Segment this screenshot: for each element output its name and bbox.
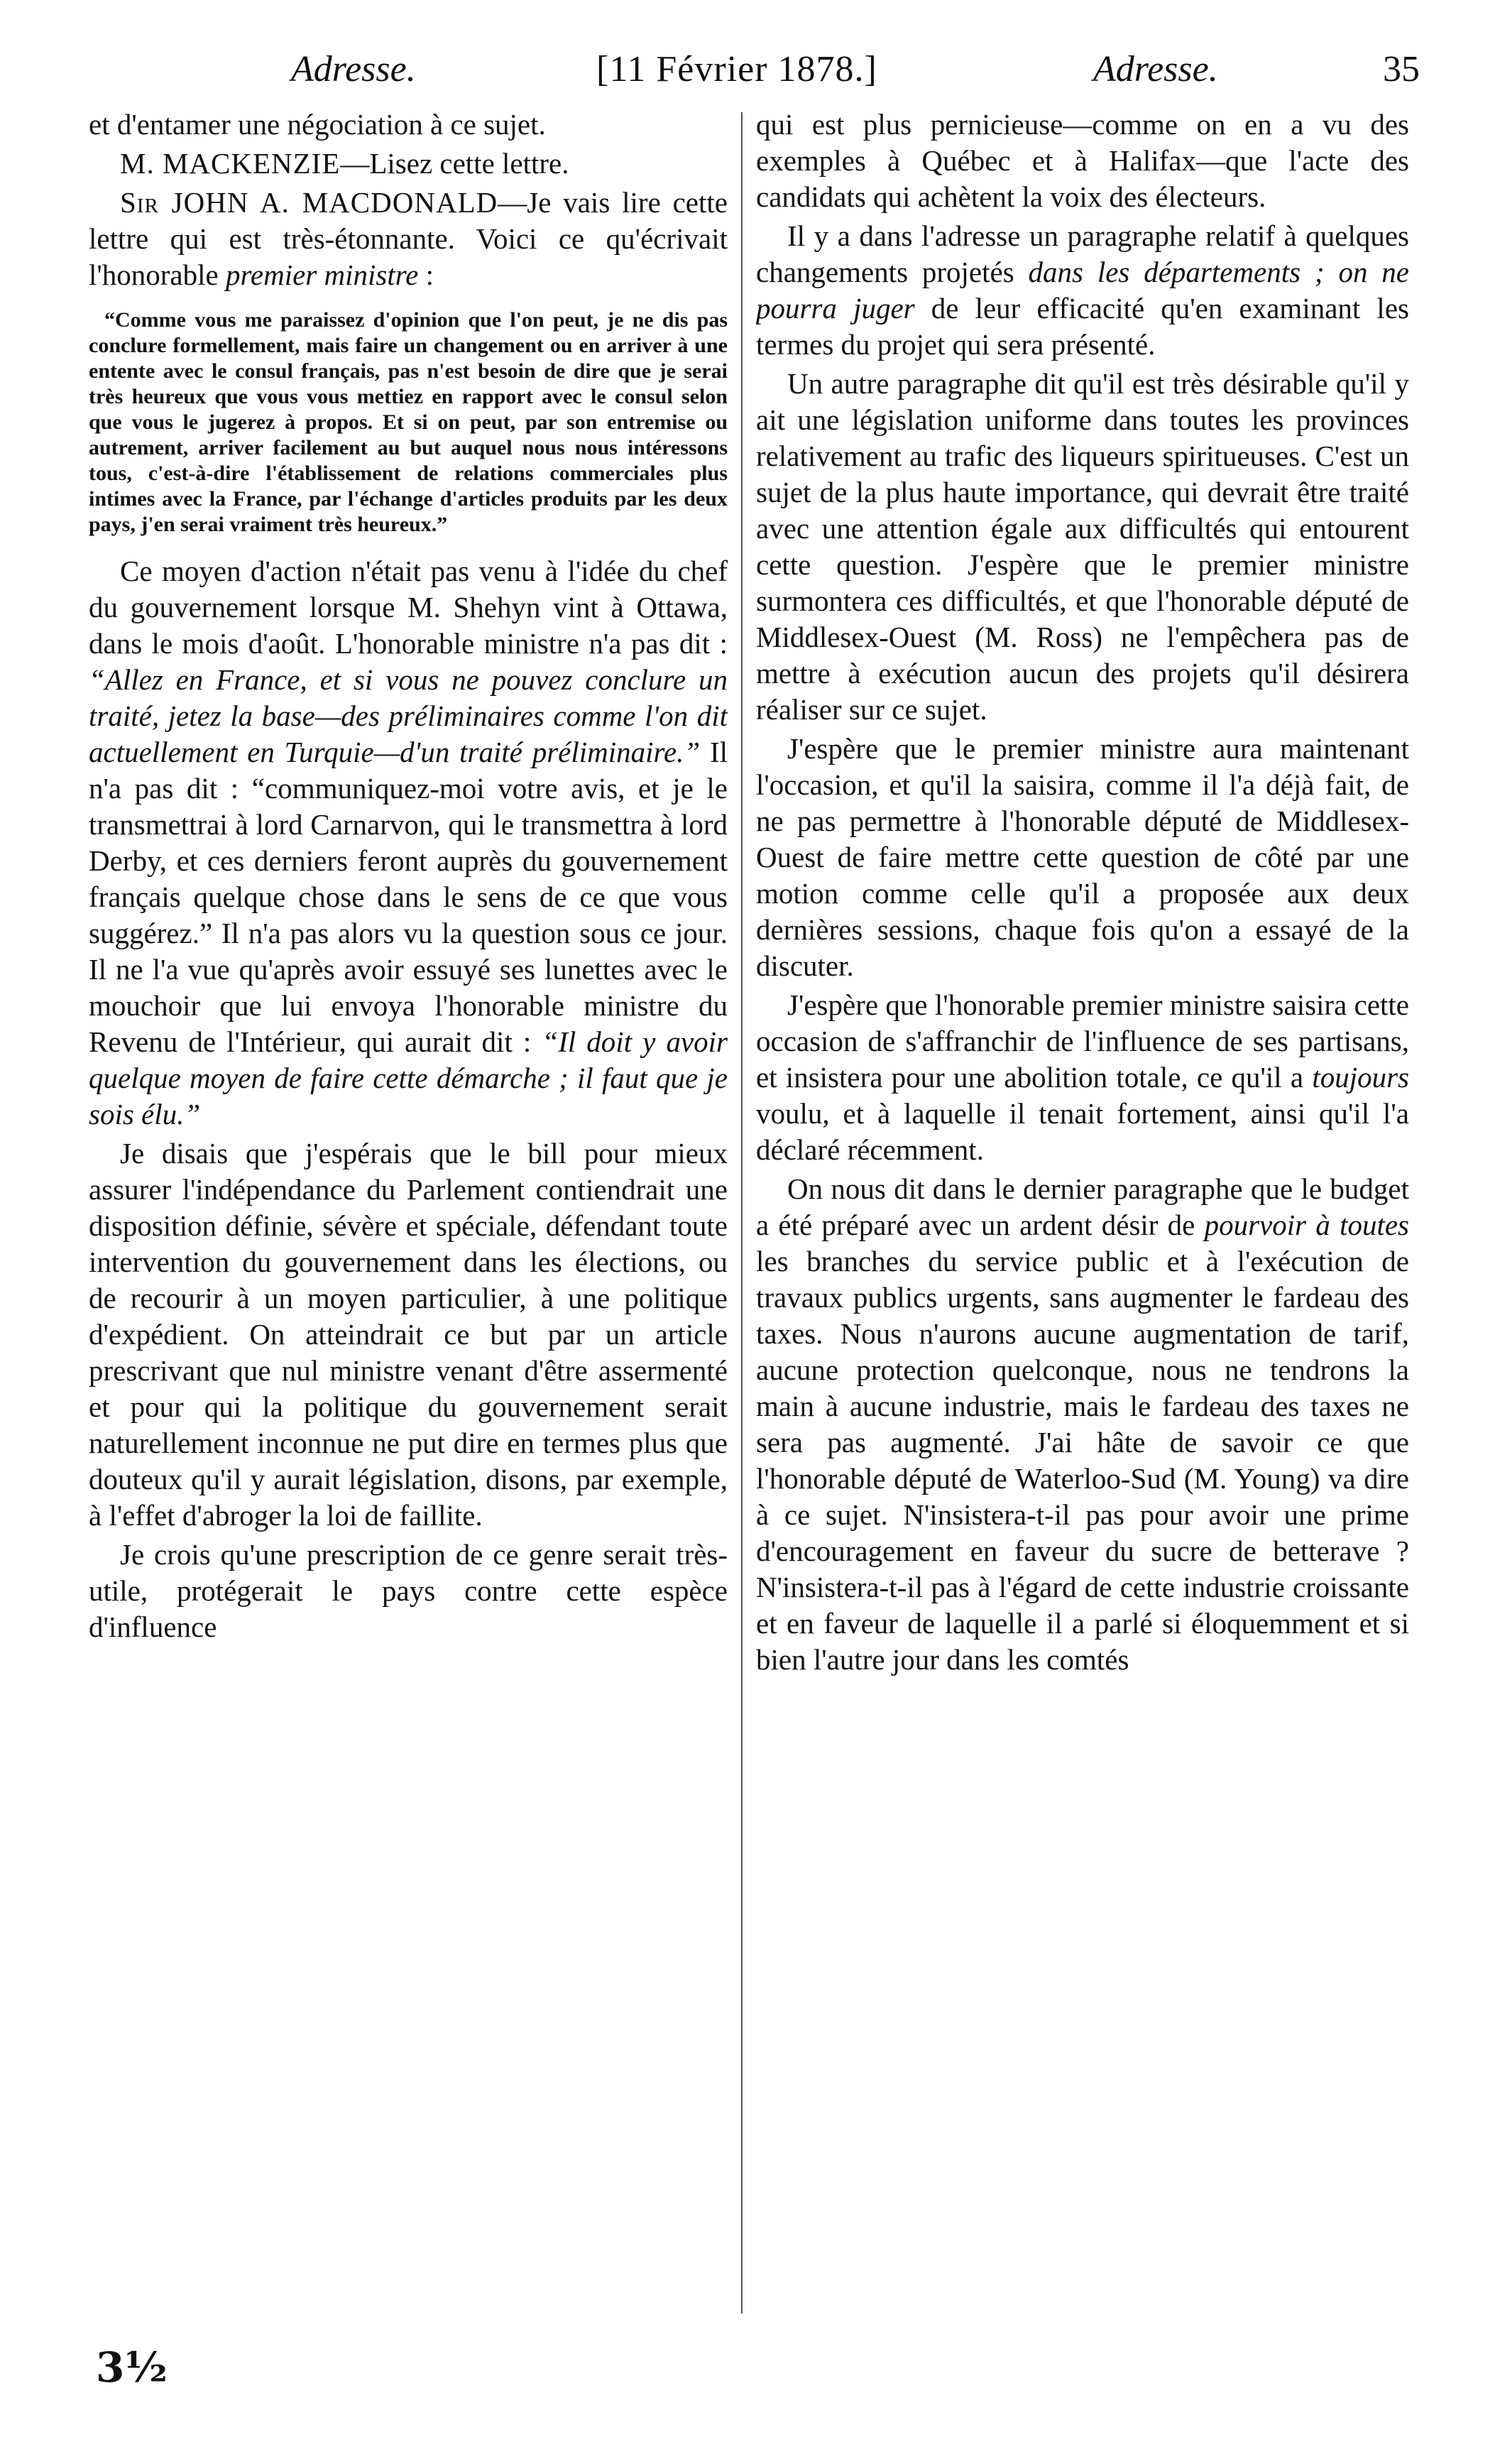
right-column [756, 107, 1409, 2322]
paragraph: J'espère que le premier ministre aura maintenant l'occasion, et qu'il la saisira, comme il l'a déjà fait, de ne pas permettre à l'honorable député de Middlesex-Ouest de faire mettre cette question de côté par une motion comme celle qu'il a proposée aux deux dernières sessions, chaque fois qu'on a essayé de la discuter. [756, 732, 1409, 982]
paragraph: Sir JOHN A. MACDONALD—Je vais lire cette lettre qui est très-étonnante. Voici ce qu'écrivait l'honorable premier ministre : [89, 186, 728, 291]
paragraph: Ce moyen d'action n'était pas venu à l'idée du chef du gouvernement lorsque M. Shehyn vint à Ottawa, dans le mois d'août. L'honorable ministre n'a pas dit : “Allez en France, et si vous ne pouvez conclure un traité, jetez la base—des préliminaires comme l'on dit actuellement en Turquie—d'un traité préliminaire.” Il n'a pas dit : “communiquez-moi votre avis, et je le transmettrai à lord Carnarvon, qui le transmettra à lord Derby, et ces derniers feront auprès du gouvernement français quelque chose dans le sens de ce que vous suggérez.” Il n'a pas alors vu la question sous ce jour. Il ne l'a vue qu'après avoir essuyé ses lunettes avec le mouchoir que lui envoya l'honorable ministre du Revenu de l'Intérieur, qui aurait dit : “Il doit y avoir quelque moyen de faire cette démarche ; il faut que je sois élu.” [89, 555, 728, 1130]
left-column [89, 107, 728, 2322]
paragraph: M. MACKENZIE—Lisez cette lettre. [120, 147, 569, 180]
paragraph: Un autre paragraphe dit qu'il est très désirable qu'il y ait une législation uniforme dans toutes les provinces relativement au trafic des liqueurs spiritueuses. C'est un sujet de la plus haute importance, qui devrait être traité avec une attention égale aux difficultés qui entourent cette question. J'espère que le premier ministre surmontera ces difficultés, et que l'honorable député de Middlesex-Ouest (M. Ross) ne l'empêchera pas de mettre à exécution aucun des projets qu'il désirera réaliser sur ce sujet. [756, 367, 1409, 726]
header-right-title: Adresse. [1093, 49, 1218, 89]
page-number: 35 [1383, 49, 1420, 89]
column-divider [741, 112, 743, 2313]
speaker-name: M. MACKENZIE [120, 147, 341, 180]
paragraph: Je disais que j'espérais que le bill pour mieux assurer l'indépendance du Parlement contiendrait une disposition définie, sévère et spéciale, défendant toute intervention du gouvernement dans les élections, ou de recourir à un moyen particulier, à une politique d'expédient. On atteindrait ce but par un article prescrivant que nul ministre venant d'être assermenté et pour qui la politique du gouvernement serait naturellement inconnue ne put dire en termes plus que douteux qu'il y aurait législation, disons, par exemple, à l'effet d'abroger la loi de faillite. [89, 1137, 728, 1532]
paragraph: On nous dit dans le dernier paragraphe que le budget a été préparé avec un ardent désir de pourvoir à toutes les branches du service public et à l'exécution de travaux publics urgents, sans augmenter le fardeau des taxes. Nous n'aurons aucune augmentation de tarif, aucune protection quelconque, nous ne tendrons la main à aucune industrie, mais le fardeau des taxes ne sera pas augmenté. J'ai hâte de savoir ce que l'honorable député de Waterloo-Sud (M. Young) va dire à ce sujet. N'insistera-t-il pas pour avoir une prime d'encouragement en faveur du sucre de betterave ? N'insistera-t-il pas à l'égard de cette industrie croissante et en faveur de laquelle il a parlé si éloquemment et si bien l'autre jour dans les comtés [756, 1172, 1409, 1676]
header-date: [11 Février 1878.] [596, 49, 877, 89]
paragraph: Je crois qu'une prescription de ce genre serait très-utile, protégerait le pays contre cette espèce d'influence [89, 1538, 728, 1643]
running-header [85, 41, 1420, 98]
paragraph: J'espère que l'honorable premier ministre saisira cette occasion de s'affranchir de l'influence de ses partisans, et insistera pour une abolition totale, ce qu'il a toujours voulu, et à laquelle il tenait fortement, ainsi qu'il l'a déclaré récemment. [756, 988, 1409, 1166]
paragraph: Il y a dans l'adresse un paragraphe relatif à quelques changements projetés dans les départements ; on ne pourra juger de leur efficacité qu'en examinant les termes du projet qui sera présenté. [756, 219, 1409, 361]
speaker-name: Sir JOHN A. MACDONALD [120, 186, 498, 219]
paragraph: et d'entamer une négociation à ce sujet. [89, 108, 546, 141]
printer-signature-mark: 3½ [96, 2343, 168, 2392]
quoted-letter: “Comme vous me paraissez d'opinion que l'on peut, je ne dis pas conclure formellement, mais faire un changement ou en arriver à une entente avec le consul français, pas n'est besoin de dire que je serai très heureux que vous vous mettiez en rapport avec le consul selon que vous le jugerez à propos. Et si on peut, par son entremise ou autrement, arriver facilement au but auquel nous nous intéressons tous, c'est-à-dire l'établissement de relations commerciales plus intimes avec la France, par l'échange d'articles produits par les deux pays, j'en serai vraiment très heureux.” [89, 308, 728, 536]
header-left-title: Adresse. [291, 49, 416, 89]
paragraph: qui est plus pernicieuse—comme on en a vu des exemples à Québec et à Halifax—que l'acte des candidats qui achètent la voix des électeurs. [756, 108, 1409, 213]
